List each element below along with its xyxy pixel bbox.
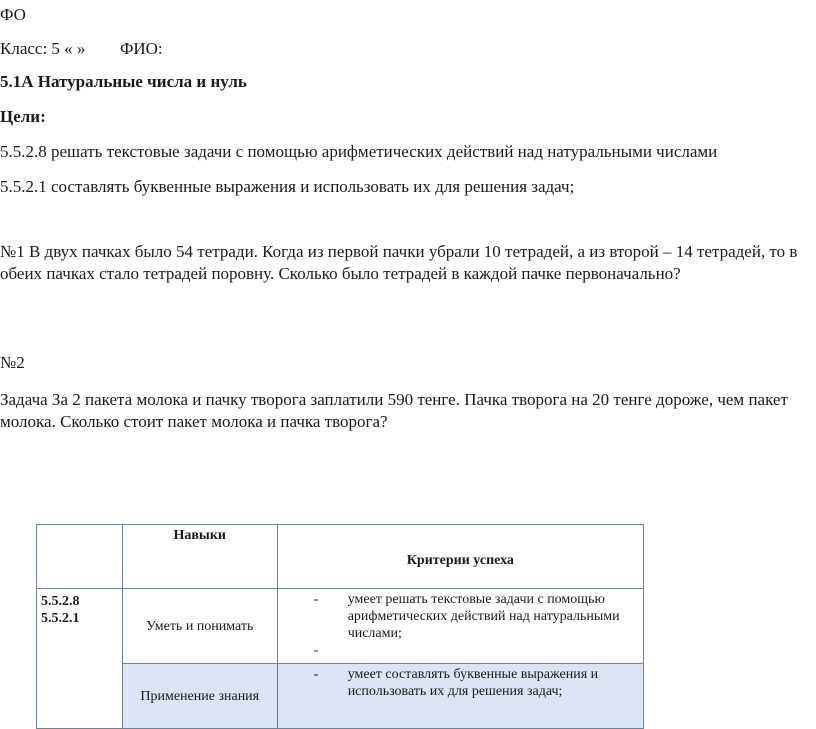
skill-cell — [122, 589, 277, 664]
dash-marker: - — [313, 667, 319, 682]
criteria-list — [314, 591, 639, 659]
success-criteria-table — [36, 524, 644, 729]
header-criteria: Критерии успеха — [406, 553, 514, 568]
task-2-number: №2 — [0, 353, 25, 372]
header-empty-cell — [37, 525, 123, 589]
criteria-item — [314, 642, 639, 659]
skill-label: Применение знания — [140, 688, 260, 704]
criteria-text: умеет решать текстовые задачи с помощью арифметических действий над натуральными числами; — [347, 592, 620, 641]
topic-title: 5.1А Натуральные числа и нуль — [0, 72, 247, 91]
task-1-text: №1 В двух пачках было 54 тетради. Когда из первой пачки убрали 10 тетрадей, а из второй – 14 тетрадей, то в обеих пачках стало тетрадей поровну. Сколько было тетрадей в каждой пачке первоначально? — [0, 242, 798, 283]
codes-cell — [37, 589, 123, 729]
header-criteria-cell — [277, 525, 643, 589]
skill-cell — [122, 664, 277, 729]
fo-label: ФО — [0, 5, 26, 24]
dash-marker: - — [313, 643, 319, 658]
header-skills: Навыки — [173, 528, 226, 543]
goal-item: 5.5.2.8 решать текстовые задачи с помощью арифметических действий над натуральными числами — [0, 142, 718, 161]
criteria-item — [314, 591, 639, 642]
criteria-list — [314, 666, 639, 700]
skill-label: Уметь и понимать — [146, 618, 254, 634]
dash-marker: - — [313, 592, 319, 607]
task-2-text: Задача За 2 пакета молока и пачку творога заплатили 590 тенге. Пачка творога на 20 тенге дороже, чем пакет молока. Сколько стоит пакет молока и пачка творога? — [0, 390, 788, 431]
criteria-cell — [277, 589, 643, 664]
class-label: Класс: 5 « » — [0, 39, 86, 58]
fio-label: ФИО: — [119, 39, 163, 58]
header-skills-cell — [122, 525, 277, 589]
criteria-cell — [277, 664, 643, 729]
goals-title: Цели: — [0, 107, 46, 126]
criteria-item — [314, 666, 639, 700]
code-item: 5.5.2.8 — [41, 594, 80, 609]
code-item: 5.5.2.1 — [41, 611, 80, 626]
goal-item: 5.5.2.1 составлять буквенные выражения и использовать их для решения задач; — [0, 177, 575, 196]
class-fio-row — [0, 38, 163, 60]
criteria-text: умеет составлять буквенные выражения и использовать их для решения задач; — [347, 667, 599, 699]
